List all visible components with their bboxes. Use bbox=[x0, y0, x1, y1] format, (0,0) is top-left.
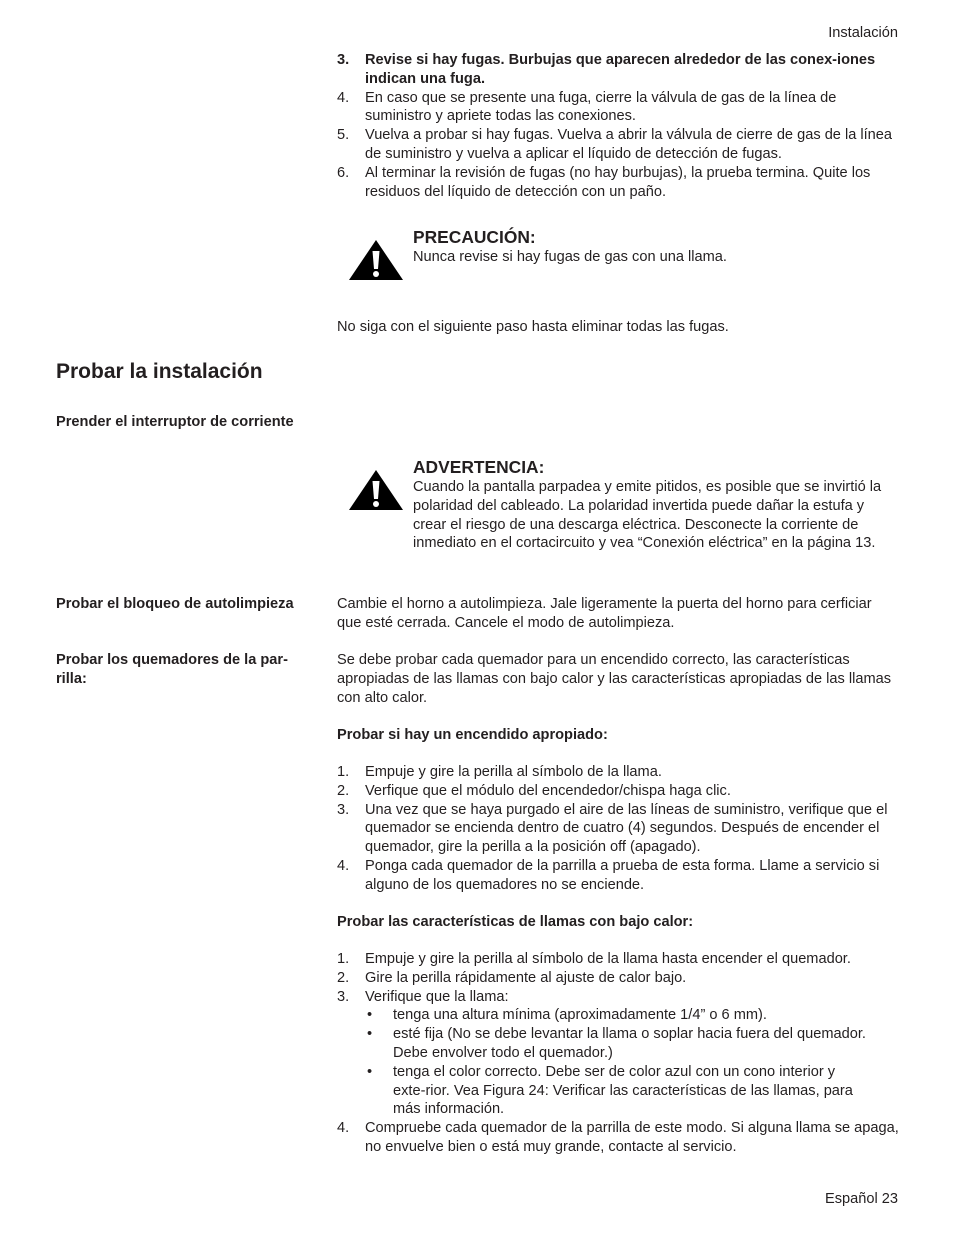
burners-intro: Se debe probar cada quemador para un encendido correcto, las características apropiadas de las llamas con bajo calor y las características apropiadas de las llamas con alto calor. bbox=[337, 652, 892, 706]
warning-title: ADVERTENCIA: bbox=[413, 457, 545, 477]
self-clean-label: Probar el bloqueo de autolimpieza bbox=[56, 596, 294, 612]
list-item: 4. Ponga cada quemador de la parrilla a prueba de esta forma. Llame a servicio si alguno de los quemadores no se enciende. bbox=[337, 857, 880, 893]
leak-test-steps bbox=[337, 51, 899, 201]
ignition-steps bbox=[337, 763, 899, 895]
page-number: Español 23 bbox=[824, 1191, 898, 1207]
caution-icon-wrapper bbox=[347, 238, 405, 288]
low-heat-steps bbox=[337, 950, 899, 1157]
list-item: 2. Verfique que el módulo del encendedor/chispa haga clic. bbox=[337, 782, 731, 799]
running-header: Instalación bbox=[828, 25, 898, 41]
caution-title: PRECAUCIÓN: bbox=[413, 227, 536, 247]
warning-triangle-icon bbox=[347, 468, 405, 512]
list-item: 6. Al terminar la revisión de fugas (no hay burbujas), la prueba termina. Quite los residuos del líquido de detección con un paño. bbox=[337, 164, 871, 200]
warning-triangle-icon bbox=[347, 238, 405, 282]
ignition-heading: Probar si hay un encendido apropiado: bbox=[337, 727, 608, 743]
list-item: 3. Revise si hay fugas. Burbujas que aparecen alrededor de las conex-iones indican una fuga. bbox=[337, 52, 876, 87]
power-switch-label: Prender el interruptor de corriente bbox=[56, 414, 294, 430]
list-item: • esté fija (No se debe levantar la llama o soplar hacia fuera del quemador. Debe envolver todo el quemador.) bbox=[367, 1026, 866, 1061]
list-item: 1. Empuje y gire la perilla al símbolo de la llama. bbox=[337, 764, 662, 780]
list-item: 3. Una vez que se haya purgado el aire de las líneas de suministro, verifique que el quemador se encienda dentro de cuatro (4) segundos. Después de encender el quemador, gire la perilla a la posición off (apagado). bbox=[337, 801, 888, 856]
section-title: Probar la instalación bbox=[56, 360, 263, 383]
list-item: • tenga una altura mínima (aproximadamente 1/4” o 6 mm). bbox=[367, 1007, 767, 1024]
no-continue-note: No siga con el siguiente paso hasta eliminar todas las fugas. bbox=[337, 319, 729, 335]
list-item: • tenga el color correcto. Debe ser de color azul con un cono interior y exte-rior. Vea Figura 24: Verificar las características de las llamas, para más información. bbox=[367, 1063, 853, 1118]
list-item: 2. Gire la perilla rápidamente al ajuste de calor bajo. bbox=[337, 969, 687, 986]
list-item: 4. En caso que se presente una fuga, cierre la válvula de gas de la línea de suministro y apriete todas las conexiones. bbox=[337, 89, 837, 125]
burners-label: Probar los quemadores de la par-rilla: bbox=[56, 652, 288, 687]
flame-checks bbox=[365, 1006, 871, 1119]
list-item: 3. Verifique que la llama: • tenga una altura mínima (aproximadamente 1/4” o 6 mm). • esté fija (No se debe levantar la llama o soplar hacia fuera del quemador. Debe envolver todo el quemador.) • tenga el color correcto. Debe ser de color azul con un cono interior y exte-rior. Vea Figura 24: Verificar las características de las llamas, para más información. bbox=[337, 988, 899, 1120]
caution-text: Nunca revise si hay fugas de gas con una llama. bbox=[413, 249, 727, 265]
warning-icon-wrapper bbox=[347, 468, 405, 518]
warning-text: Cuando la pantalla parpadea y emite pitidos, es posible que se invirtió la polaridad del cableado. La polaridad invertida puede dañar la estufa y crear el riesgo de una descarga eléctrica. Desconecte la corriente de inmediato en el cortacircuito y vea “Conexión eléctrica” en la página 13. bbox=[413, 479, 882, 552]
list-item: 5. Vuelva a probar si hay fugas. Vuelva a abrir la válvula de cierre de gas de la línea de suministro y vuelva a aplicar el líquido de detección de fugas. bbox=[337, 127, 893, 162]
self-clean-text: Cambie el horno a autolimpieza. Jale ligeramente la puerta del horno para cerficiar que esté cerrada. Cancele el modo de autolimpieza. bbox=[337, 596, 872, 631]
low-heat-heading: Probar las características de llamas con bajo calor: bbox=[337, 914, 694, 930]
list-item: 1. Empuje y gire la perilla al símbolo de la llama hasta encender el quemador. bbox=[337, 951, 851, 967]
list-item: 4. Compruebe cada quemador de la parrilla de este modo. Si alguna llama se apaga, no envuelve bien o está muy grande, contacte al servicio. bbox=[337, 1120, 899, 1155]
